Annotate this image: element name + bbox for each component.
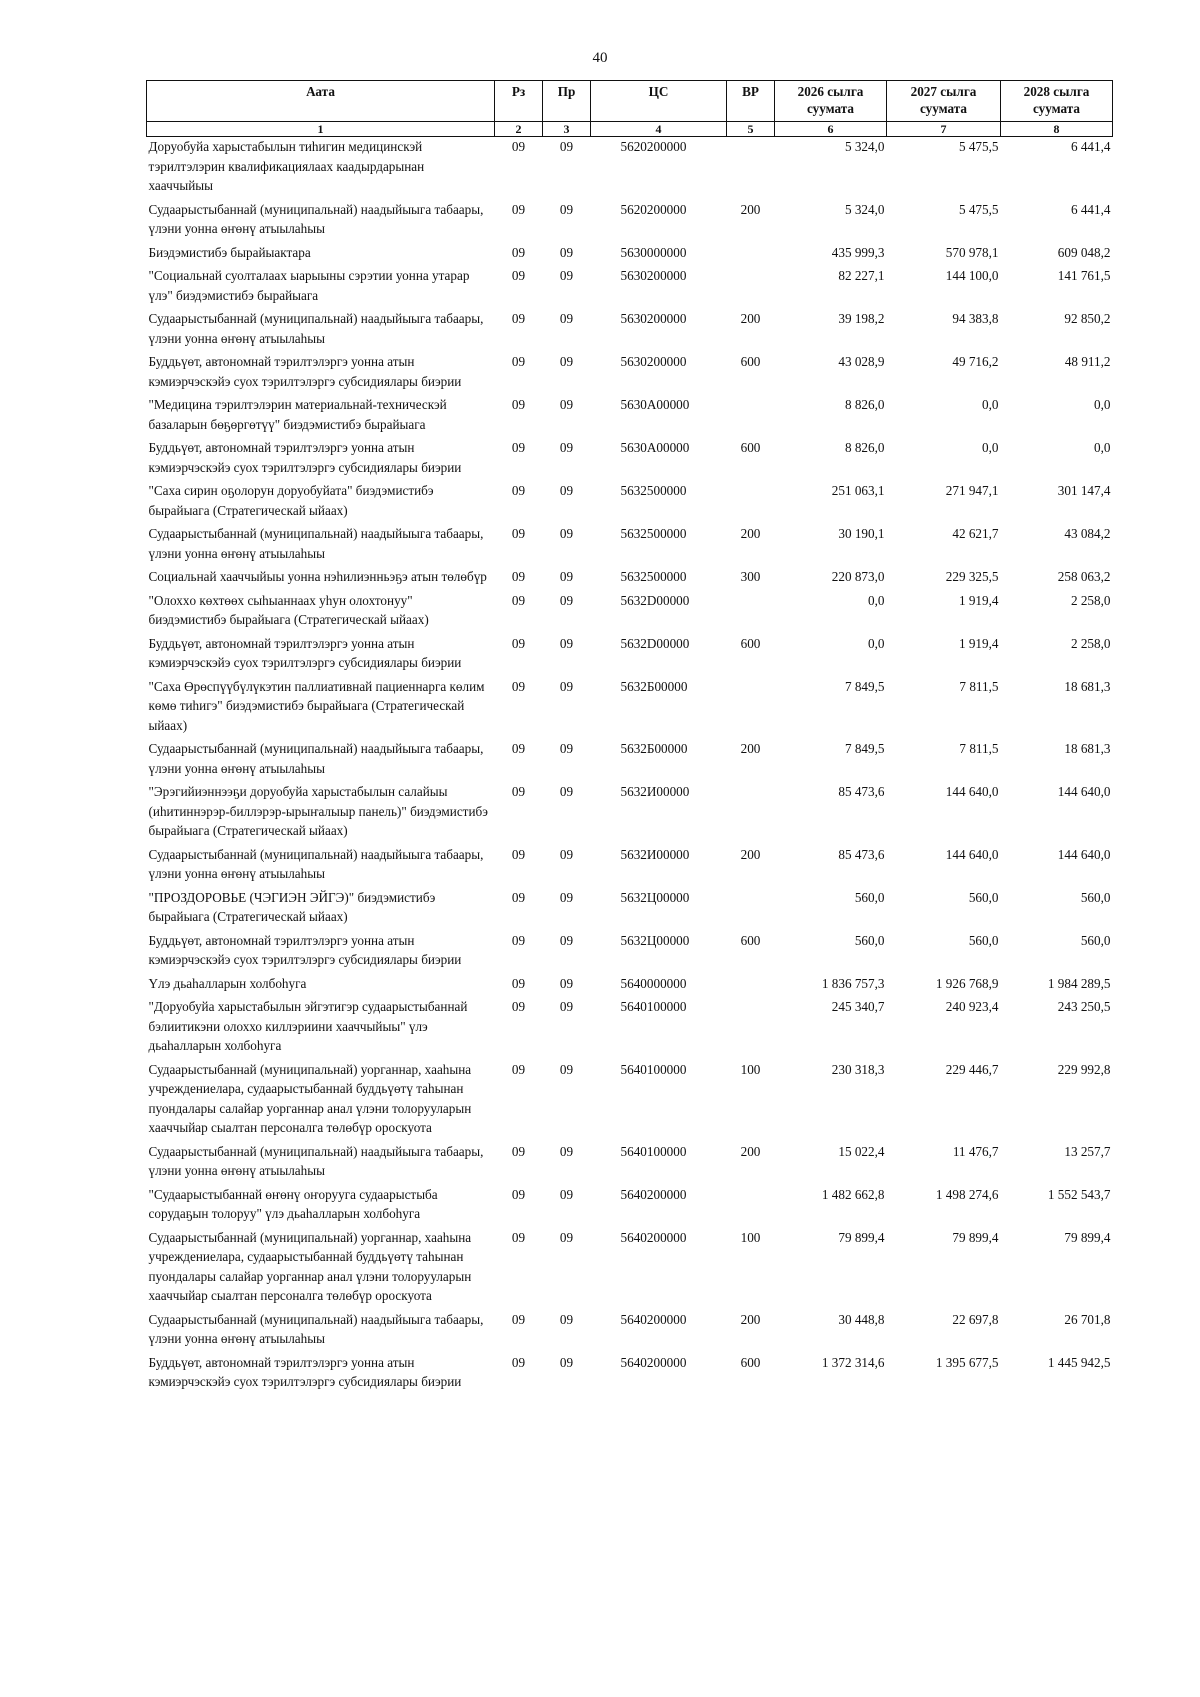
row-pr-cell: 09 <box>559 846 574 862</box>
row-2027-cell: 229 446,7 <box>945 1061 999 1077</box>
row-rz-cell: 09 <box>511 1061 526 1077</box>
row-name-cell: Социальнай хааччыйыы уонна нэһилиэнньэҕэ атын төлөбүр <box>148 569 487 584</box>
row-rz-cell: 09 <box>511 397 526 412</box>
row-vr-cell: 600 <box>740 932 761 948</box>
row-2028-cell: 229 992,8 <box>1057 1061 1111 1077</box>
column-number: 1 <box>147 122 495 137</box>
row-cs-cell: 5640100000 <box>620 1143 687 1159</box>
row-2026-cell: 8 826,0 <box>844 440 885 455</box>
row-2026-cell: 82 227,1 <box>838 268 885 283</box>
table-row <box>147 634 1113 677</box>
row-cs-cell: 5632D00000 <box>620 635 690 651</box>
row-name-cell: Судаарыстыбаннай (муниципальнай) наадыйыыга табаары, үлэни уонна өҥөнү атыылаһыы <box>148 741 484 776</box>
row-2026-cell: 1 372 314,6 <box>821 1354 885 1370</box>
row-cs-cell: 5632И00000 <box>620 784 690 799</box>
table-row <box>147 845 1113 888</box>
row-vr-cell <box>727 591 775 634</box>
row-2026-cell: 30 448,8 <box>838 1311 885 1327</box>
row-name-cell: Буддьүөт, автономнай тэрилтэлэргэ уонна атын кэмиэрчэскэйэ суох тэрилтэлэргэ субсидиялары биэрии <box>148 1354 462 1389</box>
row-2028-cell: 43 084,2 <box>1064 526 1111 541</box>
row-2028-cell: 6 441,4 <box>1070 201 1111 217</box>
column-number: 6 <box>775 122 887 137</box>
row-pr-cell: 09 <box>559 1143 574 1159</box>
row-rz-cell: 09 <box>511 201 526 217</box>
row-vr-cell <box>727 997 775 1060</box>
row-2028-cell: 141 761,5 <box>1057 268 1111 283</box>
row-rz-cell: 09 <box>511 483 526 498</box>
row-rz-cell: 09 <box>511 592 526 608</box>
row-cs-cell: 5630А00000 <box>620 397 690 412</box>
row-name-cell: "Эрэгийиэннээҕи доруобуйа харыстабылын салайыы (иһитиннэрэр-биллэрэр-ырыҥалыыр панель)" биэдэмистибэ бырайыага (Стратегическай ыйаах) <box>148 784 488 838</box>
table-row <box>147 997 1113 1060</box>
row-cs-cell: 5630200000 <box>620 354 687 369</box>
column-number-row <box>147 122 1113 137</box>
row-pr-cell: 09 <box>559 244 574 260</box>
row-pr-cell: 09 <box>559 397 574 412</box>
row-2028-cell: 258 063,2 <box>1057 569 1111 584</box>
row-name-cell: Буддьүөт, автономнай тэрилтэлэргэ уонна атын кэмиэрчэскэйэ суох тэрилтэлэргэ субсидиялары биэрии <box>148 932 462 967</box>
table-row <box>147 137 1113 200</box>
row-pr-cell: 09 <box>559 678 574 694</box>
row-pr-cell: 09 <box>559 1311 574 1327</box>
row-name-cell: "Саха Өрөспүүбүлүкэтин паллиативнай пациеннарга көлим көмө тиһигэ" биэдэмистибэ бырайыага (Стратегическай ыйаах) <box>148 678 485 733</box>
row-2027-cell: 144 640,0 <box>945 784 999 799</box>
row-2027-cell: 560,0 <box>968 932 999 948</box>
row-2027-cell: 0,0 <box>982 397 999 412</box>
row-2027-cell: 229 325,5 <box>945 569 999 584</box>
row-name-cell: Судаарыстыбаннай (муниципальнай) наадыйыыга табаары, үлэни уонна өҥөнү атыылаһыы <box>148 311 484 346</box>
row-2026-cell: 7 849,5 <box>844 678 885 694</box>
table-row <box>147 266 1113 309</box>
row-vr-cell: 200 <box>740 1311 761 1327</box>
row-2028-cell: 1 984 289,5 <box>1047 975 1111 991</box>
table-row <box>147 782 1113 845</box>
row-pr-cell: 09 <box>559 139 574 154</box>
row-vr-cell: 200 <box>740 526 761 541</box>
row-2028-cell: 1 445 942,5 <box>1047 1354 1111 1370</box>
row-2027-cell: 560,0 <box>968 889 999 905</box>
row-2028-cell: 1 552 543,7 <box>1047 1186 1111 1202</box>
row-rz-cell: 09 <box>511 354 526 369</box>
row-cs-cell: 5630000000 <box>620 244 687 260</box>
row-2026-cell: 30 190,1 <box>838 526 885 541</box>
row-vr-cell <box>727 481 775 524</box>
row-rz-cell: 09 <box>511 678 526 694</box>
row-2026-cell: 79 899,4 <box>838 1229 885 1245</box>
row-rz-cell: 09 <box>511 784 526 799</box>
row-pr-cell: 09 <box>559 635 574 651</box>
row-2026-cell: 230 318,3 <box>831 1061 885 1077</box>
row-2027-cell: 0,0 <box>982 440 999 455</box>
row-vr-cell <box>727 888 775 931</box>
row-pr-cell: 09 <box>559 201 574 217</box>
row-2028-cell: 92 850,2 <box>1064 311 1111 326</box>
row-cs-cell: 5632Б00000 <box>620 741 688 756</box>
row-2027-cell: 144 640,0 <box>945 846 999 862</box>
row-name-cell: Буддьүөт, автономнай тэрилтэлэргэ уонна атын кэмиэрчэскэйэ суох тэрилтэлэргэ субсидиялары биэрии <box>148 354 462 389</box>
row-vr-cell: 600 <box>740 440 761 455</box>
row-pr-cell: 09 <box>559 592 574 608</box>
row-2026-cell: 0,0 <box>868 635 885 651</box>
row-2027-cell: 79 899,4 <box>952 1229 999 1245</box>
row-2028-cell: 609 048,2 <box>1057 244 1111 260</box>
row-cs-cell: 5620200000 <box>620 139 687 154</box>
row-name-cell: "Доруобуйа харыстабылын эйгэтигэр судаарыстыбаннай бэлиитикэни олоххо киллэриини хааччыйыы" үлэ дьаһалларын холбоһуга <box>148 999 468 1053</box>
row-vr-cell: 200 <box>740 1143 761 1159</box>
column-number: 4 <box>591 122 727 137</box>
header-vr: ВР <box>727 81 775 122</box>
row-vr-cell <box>727 395 775 438</box>
row-pr-cell: 09 <box>559 1229 574 1245</box>
row-name-cell: "Судаарыстыбаннай өҥөнү оҥорууга судаарыстыба сорудаҕын толоруу" үлэ дьаһалларын холбоһуга <box>148 1186 438 1221</box>
row-rz-cell: 09 <box>511 846 526 862</box>
budget-table <box>146 80 1113 1396</box>
row-2028-cell: 79 899,4 <box>1064 1229 1111 1245</box>
row-cs-cell: 5640200000 <box>620 1186 687 1202</box>
header-2026: 2026 сылга суумата <box>775 81 887 122</box>
row-2026-cell: 560,0 <box>854 889 885 905</box>
table-row <box>147 1060 1113 1142</box>
row-rz-cell: 09 <box>511 741 526 756</box>
row-vr-cell: 200 <box>740 846 761 862</box>
row-name-cell: Доруобуйа харыстабылын тиһигин медицинскэй тэрилтэлэрин квалификациялаах каадырдарынан хааччыйыы <box>148 139 425 193</box>
column-number: 3 <box>543 122 591 137</box>
row-2027-cell: 570 978,1 <box>945 244 999 260</box>
row-name-cell: Судаарыстыбаннай (муниципальнай) наадыйыыга табаары, үлэни уонна өҥөнү атыылаһыы <box>148 1143 484 1178</box>
row-2026-cell: 39 198,2 <box>838 311 885 326</box>
column-number: 5 <box>727 122 775 137</box>
row-rz-cell: 09 <box>511 1311 526 1327</box>
row-2026-cell: 220 873,0 <box>831 569 885 584</box>
table-row <box>147 1228 1113 1310</box>
header-rz: Рз <box>495 81 543 122</box>
row-2026-cell: 560,0 <box>854 932 885 948</box>
row-2027-cell: 7 811,5 <box>959 741 999 756</box>
table-row <box>147 309 1113 352</box>
row-2027-cell: 144 100,0 <box>945 268 999 283</box>
row-rz-cell: 09 <box>511 999 526 1014</box>
row-rz-cell: 09 <box>511 268 526 283</box>
row-name-cell: "Саха сирин оҕолорун доруобуйата" биэдэмистибэ бырайыага (Стратегическай ыйаах) <box>148 483 434 518</box>
row-name-cell: "ПРОЗДОРОВЬЕ (ЧЭГИЭН ЭЙГЭ)" биэдэмистибэ бырайыага (Стратегическай ыйаах) <box>148 889 436 924</box>
row-pr-cell: 09 <box>559 569 574 584</box>
row-2027-cell: 1 919,4 <box>958 635 999 651</box>
row-2028-cell: 144 640,0 <box>1057 846 1111 862</box>
row-2026-cell: 0,0 <box>868 592 885 608</box>
row-pr-cell: 09 <box>559 784 574 799</box>
row-cs-cell: 5640100000 <box>620 1061 687 1077</box>
row-2027-cell: 42 621,7 <box>952 526 999 541</box>
row-cs-cell: 5640100000 <box>620 999 687 1014</box>
row-vr-cell <box>727 1185 775 1228</box>
table-row <box>147 352 1113 395</box>
row-cs-cell: 5630А00000 <box>620 440 690 455</box>
row-2028-cell: 2 258,0 <box>1070 592 1111 608</box>
row-name-cell: Судаарыстыбаннай (муниципальнай) наадыйыыга табаары, үлэни уонна өҥөнү атыылаһыы <box>148 1311 484 1346</box>
column-number: 8 <box>1001 122 1113 137</box>
table-row <box>147 1310 1113 1353</box>
row-2027-cell: 5 475,5 <box>958 201 999 217</box>
row-2027-cell: 49 716,2 <box>952 354 999 369</box>
row-vr-cell: 200 <box>740 201 761 217</box>
row-2026-cell: 1 836 757,3 <box>821 975 885 991</box>
header-row <box>147 81 1113 122</box>
table-row <box>147 1142 1113 1185</box>
row-name-cell: Биэдэмистибэ бырайыактара <box>148 244 311 260</box>
table-row <box>147 200 1113 243</box>
header-2028: 2028 сылга суумата <box>1001 81 1113 122</box>
row-pr-cell: 09 <box>559 932 574 948</box>
row-2028-cell: 243 250,5 <box>1057 999 1111 1014</box>
row-rz-cell: 09 <box>511 1229 526 1245</box>
row-2028-cell: 13 257,7 <box>1064 1143 1111 1159</box>
row-cs-cell: 5630200000 <box>620 268 687 283</box>
row-name-cell: Үлэ дьаһалларын холбоһуга <box>148 975 307 991</box>
row-cs-cell: 5620200000 <box>620 201 687 217</box>
row-2028-cell: 0,0 <box>1094 397 1111 412</box>
table-row <box>147 739 1113 782</box>
row-rz-cell: 09 <box>511 1143 526 1159</box>
row-vr-cell <box>727 974 775 998</box>
table-row <box>147 1353 1113 1396</box>
row-rz-cell: 09 <box>511 526 526 541</box>
row-pr-cell: 09 <box>559 483 574 498</box>
row-cs-cell: 5640200000 <box>620 1354 687 1370</box>
row-2026-cell: 5 324,0 <box>844 139 885 154</box>
row-2026-cell: 5 324,0 <box>844 201 885 217</box>
row-2028-cell: 560,0 <box>1080 889 1111 905</box>
row-2026-cell: 435 999,3 <box>831 244 885 260</box>
row-cs-cell: 5632500000 <box>620 569 687 584</box>
row-cs-cell: 5640000000 <box>620 975 687 991</box>
row-2028-cell: 0,0 <box>1094 440 1111 455</box>
row-pr-cell: 09 <box>559 741 574 756</box>
table-header <box>147 81 1113 137</box>
row-2027-cell: 1 919,4 <box>958 592 999 608</box>
row-rz-cell: 09 <box>511 569 526 584</box>
row-pr-cell: 09 <box>559 975 574 991</box>
row-rz-cell: 09 <box>511 975 526 991</box>
row-2026-cell: 7 849,5 <box>844 741 885 756</box>
row-vr-cell: 200 <box>740 311 761 326</box>
table-row <box>147 1185 1113 1228</box>
row-cs-cell: 5632500000 <box>620 526 687 541</box>
table-row <box>147 243 1113 267</box>
row-cs-cell: 5630200000 <box>620 311 687 326</box>
table-row <box>147 974 1113 998</box>
row-vr-cell: 100 <box>740 1061 761 1077</box>
row-vr-cell <box>727 243 775 267</box>
table-row <box>147 677 1113 740</box>
row-name-cell: Судаарыстыбаннай (муниципальнай) наадыйыыга табаары, үлэни уонна өҥөнү атыылаһыы <box>148 526 484 561</box>
row-cs-cell: 5640200000 <box>620 1311 687 1327</box>
row-pr-cell: 09 <box>559 1186 574 1202</box>
row-cs-cell: 5632500000 <box>620 483 687 498</box>
row-rz-cell: 09 <box>511 635 526 651</box>
row-vr-cell <box>727 782 775 845</box>
row-vr-cell <box>727 266 775 309</box>
row-cs-cell: 5632Ц00000 <box>620 932 690 948</box>
header-name: Аата <box>147 81 495 122</box>
row-cs-cell: 5632D00000 <box>620 592 690 608</box>
row-2026-cell: 85 473,6 <box>838 784 885 799</box>
page-number: 40 <box>592 50 608 66</box>
table-row <box>147 395 1113 438</box>
row-2028-cell: 560,0 <box>1080 932 1111 948</box>
row-vr-cell <box>727 137 775 200</box>
row-name-cell: Судаарыстыбаннай (муниципальнай) наадыйыыга табаары, үлэни уонна өҥөнү атыылаһыы <box>148 846 484 881</box>
row-pr-cell: 09 <box>559 311 574 326</box>
table-row <box>147 524 1113 567</box>
row-name-cell: Судаарыстыбаннай (муниципальнай) уорганнар, хааһына учреждениелара, судаарыстыбаннай буддьүөтү таһынан пуондалары салайар уорганнар анал үлэни толорууларын хааччыйар сыалтан персоналга төлөбүр ороскуота <box>148 1229 472 1303</box>
row-pr-cell: 09 <box>559 889 574 905</box>
row-cs-cell: 5632Б00000 <box>620 678 688 694</box>
column-number: 7 <box>887 122 1001 137</box>
row-2026-cell: 251 063,1 <box>831 483 885 498</box>
row-pr-cell: 09 <box>559 354 574 369</box>
row-rz-cell: 09 <box>511 440 526 455</box>
row-2028-cell: 301 147,4 <box>1057 483 1111 498</box>
table-body <box>147 137 1113 1396</box>
row-pr-cell: 09 <box>559 440 574 455</box>
row-rz-cell: 09 <box>511 1354 526 1370</box>
row-name-cell: "Медицина тэрилтэлэрин материальнай-техническэй базаларын бөҕөргөтүү" биэдэмистибэ бырайыага <box>148 397 447 432</box>
row-2026-cell: 85 473,6 <box>838 846 885 862</box>
table-row <box>147 591 1113 634</box>
row-2027-cell: 1 395 677,5 <box>935 1354 999 1370</box>
row-2028-cell: 18 681,3 <box>1064 741 1111 756</box>
table-row <box>147 931 1113 974</box>
row-vr-cell: 200 <box>740 741 761 756</box>
table-row <box>147 438 1113 481</box>
row-2026-cell: 15 022,4 <box>838 1143 885 1159</box>
row-2027-cell: 22 697,8 <box>952 1311 999 1327</box>
row-cs-cell: 5632Ц00000 <box>620 889 690 905</box>
row-pr-cell: 09 <box>559 526 574 541</box>
header-cs: ЦС <box>591 81 727 122</box>
row-2026-cell: 1 482 662,8 <box>821 1186 885 1202</box>
row-vr-cell: 600 <box>740 1354 761 1370</box>
row-name-cell: Судаарыстыбаннай (муниципальнай) уорганнар, хааһына учреждениелара, судаарыстыбаннай буддьүөтү таһынан пуондалары салайар уорганнар анал үлэни толорууларын хааччыйар сыалтан персоналга төлөбүр ороскуота <box>148 1061 472 1135</box>
row-pr-cell: 09 <box>559 999 574 1014</box>
row-2028-cell: 6 441,4 <box>1070 139 1111 154</box>
row-2027-cell: 7 811,5 <box>959 678 999 694</box>
row-2027-cell: 1 498 274,6 <box>935 1186 999 1202</box>
row-rz-cell: 09 <box>511 1186 526 1202</box>
row-2027-cell: 11 476,7 <box>952 1143 999 1159</box>
row-2028-cell: 26 701,8 <box>1064 1311 1111 1327</box>
row-vr-cell: 300 <box>740 569 761 584</box>
row-vr-cell: 100 <box>740 1229 761 1245</box>
header-pr: Пр <box>543 81 591 122</box>
row-rz-cell: 09 <box>511 139 526 154</box>
row-rz-cell: 09 <box>511 244 526 260</box>
row-2027-cell: 271 947,1 <box>945 483 999 498</box>
row-cs-cell: 5640200000 <box>620 1229 687 1245</box>
row-rz-cell: 09 <box>511 311 526 326</box>
row-2027-cell: 1 926 768,9 <box>935 975 999 991</box>
row-pr-cell: 09 <box>559 1061 574 1077</box>
table-row <box>147 888 1113 931</box>
row-vr-cell: 600 <box>740 354 761 369</box>
row-2026-cell: 43 028,9 <box>838 354 885 369</box>
row-name-cell: "Социальнай суолталаах ыарыыны сэрэтии уонна утарар үлэ" биэдэмистибэ бырайыага <box>148 268 470 303</box>
table-row <box>147 567 1113 591</box>
row-2028-cell: 18 681,3 <box>1064 678 1111 694</box>
row-name-cell: "Олохxо көхтөөх сыһыаннаах уһун олохтонуу" биэдэмистибэ бырайыага (Стратегическай ыйаах) <box>148 592 429 627</box>
header-2027: 2027 сылга суумата <box>887 81 1001 122</box>
row-rz-cell: 09 <box>511 932 526 948</box>
row-cs-cell: 5632И00000 <box>620 846 690 862</box>
row-2028-cell: 48 911,2 <box>1064 354 1111 369</box>
row-name-cell: Буддьүөт, автономнай тэрилтэлэргэ уонна атын кэмиэрчэскэйэ суох тэрилтэлэргэ субсидиялары биэрии <box>148 440 462 475</box>
row-2027-cell: 94 383,8 <box>952 311 999 326</box>
row-rz-cell: 09 <box>511 889 526 905</box>
row-2028-cell: 144 640,0 <box>1057 784 1111 799</box>
row-2027-cell: 240 923,4 <box>945 999 999 1014</box>
row-vr-cell: 600 <box>740 635 761 651</box>
table-row <box>147 481 1113 524</box>
row-2027-cell: 5 475,5 <box>958 139 999 154</box>
row-2028-cell: 2 258,0 <box>1070 635 1111 651</box>
row-pr-cell: 09 <box>559 268 574 283</box>
row-name-cell: Судаарыстыбаннай (муниципальнай) наадыйыыга табаары, үлэни уонна өҥөнү атыылаһыы <box>148 201 484 236</box>
column-number: 2 <box>495 122 543 137</box>
row-2026-cell: 245 340,7 <box>831 999 885 1014</box>
row-2026-cell: 8 826,0 <box>844 397 885 412</box>
row-pr-cell: 09 <box>559 1354 574 1370</box>
row-vr-cell <box>727 677 775 740</box>
row-name-cell: Буддьүөт, автономнай тэрилтэлэргэ уонна атын кэмиэрчэскэйэ суох тэрилтэлэргэ субсидиялары биэрии <box>148 635 462 670</box>
